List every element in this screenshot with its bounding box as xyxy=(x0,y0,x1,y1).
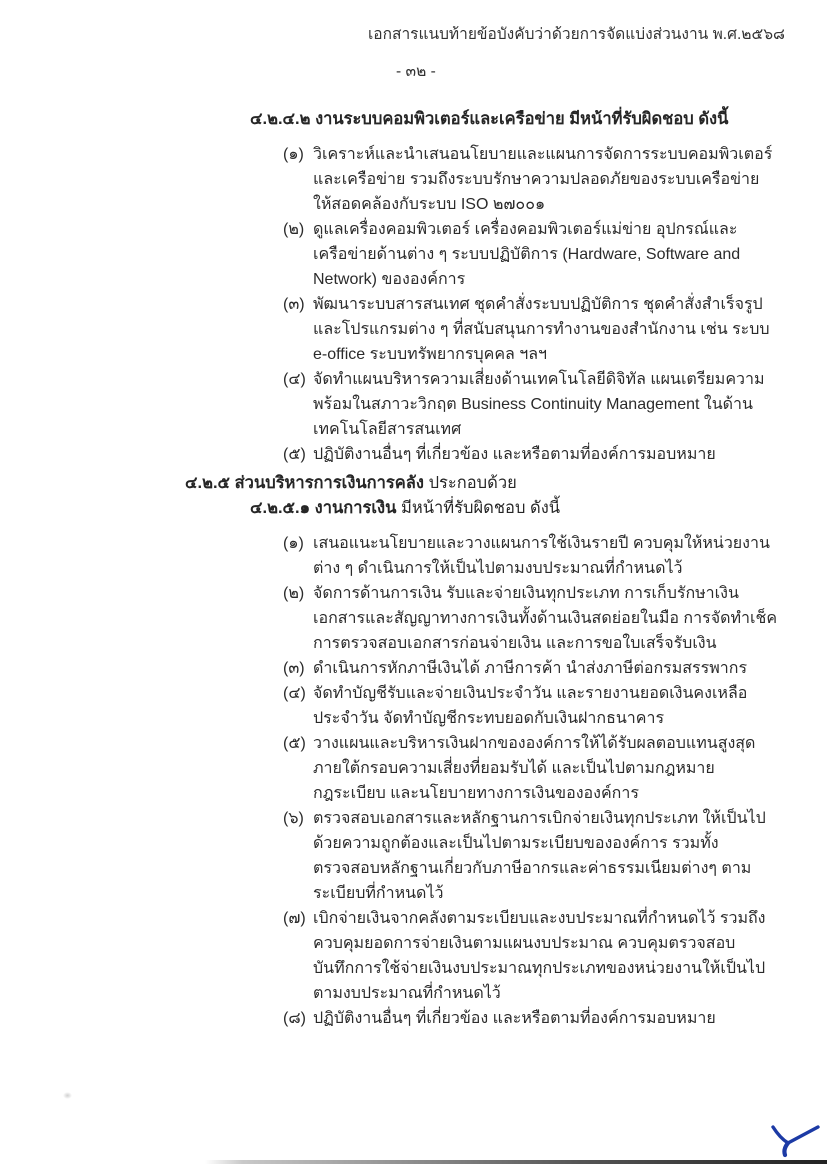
section-heading xyxy=(0,471,827,496)
section-number-title: ๔.๒.๕ ส่วนบริหารการเงินการคลัง xyxy=(185,474,424,492)
list-item xyxy=(283,531,827,581)
item-text-line: ตรวจสอบเอกสารและหลักฐานการเบิกจ่ายเงินทุกประเภท ให้เป็นไป xyxy=(313,810,766,827)
item-text-line: เสนอแนะนโยบายและวางแผนการใช้เงินรายปี ควบคุมให้หน่วยงาน xyxy=(313,535,770,552)
list-item xyxy=(283,906,827,1006)
item-text xyxy=(313,531,770,581)
list-item xyxy=(283,142,827,217)
list-item xyxy=(283,292,827,367)
section-number-title: ๔.๒.๕.๑ งานการเงิน xyxy=(250,499,397,517)
item-text-line: และโปรแกรมต่าง ๆ ที่สนับสนุนการทำงานของสำนักงาน เช่น ระบบ xyxy=(313,321,770,338)
item-text-line: การตรวจสอบเอกสารก่อนจ่ายเงิน และการขอใบเสร็จรับเงิน xyxy=(313,635,717,652)
list-item xyxy=(283,656,827,681)
item-number: (๘) xyxy=(283,1010,306,1027)
item-text-line: เครือข่ายด้านต่าง ๆ ระบบปฏิบัติการ (Hardware, Software and xyxy=(313,246,741,263)
list-item xyxy=(283,731,827,806)
scan-artifact-line xyxy=(205,1160,827,1164)
item-text-line: จัดทำแผนบริหารความเสี่ยงด้านเทคโนโลยีดิจิทัล แผนเตรียมความ xyxy=(313,371,765,388)
item-text xyxy=(313,367,765,442)
item-text-line: วางแผนและบริหารเงินฝากขององค์การให้ได้รับผลตอบแทนสูงสุด xyxy=(313,735,756,752)
item-number: (๓) xyxy=(283,296,305,313)
section-heading xyxy=(0,107,827,132)
item-text-line: เอกสารและสัญญาทางการเงินทั้งด้านเงินสดย่อยในมือ การจัดทำเช็ค xyxy=(313,610,778,627)
item-text xyxy=(313,442,716,467)
item-text-line: พัฒนาระบบสารสนเทศ ชุดคำสั่งระบบปฏิบัติการ ชุดคำสั่งสำเร็จรูป xyxy=(313,296,763,313)
list-item xyxy=(283,1006,827,1031)
item-text-line: ตรวจสอบหลักฐานเกี่ยวกับภาษีอากรและค่าธรรมเนียมต่างๆ ตาม xyxy=(313,860,752,877)
list-item xyxy=(283,217,827,292)
item-text xyxy=(313,217,740,292)
item-text-line: ดำเนินการหักภาษีเงินได้ ภาษีการค้า นำส่งภาษีต่อกรมสรรพากร xyxy=(313,660,748,677)
item-text-line: จัดการด้านการเงิน รับและจ่ายเงินทุกประเภท การเก็บรักษาเงิน xyxy=(313,585,739,602)
item-text-line: จัดทำบัญชีรับและจ่ายเงินประจำวัน และรายงานยอดเงินคงเหลือ xyxy=(313,685,748,702)
item-text xyxy=(313,1006,716,1031)
item-text-line: พร้อมในสภาวะวิกฤต Business Continuity Management ในด้าน xyxy=(313,396,753,413)
item-text-line: ระเบียบที่กำหนดไว้ xyxy=(313,885,444,902)
section-heading xyxy=(0,496,827,521)
item-text xyxy=(313,581,777,656)
section-suffix: มีหน้าที่รับผิดชอบ ดังนี้ xyxy=(564,110,729,128)
item-number: (๕) xyxy=(283,446,306,463)
item-text-line: บันทึกการใช้จ่ายเงินงบประมาณทุกประเภทของหน่วยงานให้เป็นไป xyxy=(313,960,766,977)
item-number: (๖) xyxy=(283,810,304,827)
item-number: (๔) xyxy=(283,371,306,388)
page-number: - ๓๒ - xyxy=(396,63,436,80)
item-text-line: ควบคุมยอดการจ่ายเงินตามแผนงบประมาณ ควบคุมตรวจสอบ xyxy=(313,935,736,952)
item-text-line: ให้สอดคล้องกับระบบ ISO ๒๗๐๐๑ xyxy=(313,196,546,213)
list-item xyxy=(283,806,827,906)
item-text-line: Network) ขององค์การ xyxy=(313,271,466,288)
item-number: (๒) xyxy=(283,221,305,238)
item-text xyxy=(313,656,747,681)
item-text-line: ดูแลเครื่องคอมพิวเตอร์ เครื่องคอมพิวเตอร์แม่ข่าย อุปกรณ์และ xyxy=(313,221,738,238)
item-text xyxy=(313,906,766,1006)
item-text-line: เบิกจ่ายเงินจากคลังตามระเบียบและงบประมาณที่กำหนดไว้ รวมถึง xyxy=(313,910,766,927)
list-item xyxy=(283,367,827,442)
scan-speck xyxy=(63,1092,72,1099)
document-header-note: เอกสารแนบท้ายข้อบังคับว่าด้วยการจัดแบ่งส่วนงาน พ.ศ.๒๕๖๘ xyxy=(368,26,785,43)
item-number: (๕) xyxy=(283,735,306,752)
item-text-line: ประจำวัน จัดทำบัญชีกระทบยอดกับเงินฝากธนาคาร xyxy=(313,710,665,727)
list-item xyxy=(283,442,827,467)
item-text-line: ตามงบประมาณที่กำหนดไว้ xyxy=(313,985,501,1002)
item-text xyxy=(313,681,747,731)
item-text-line: ปฏิบัติงานอื่นๆ ที่เกี่ยวข้อง และหรือตามที่องค์การมอบหมาย xyxy=(313,1010,716,1027)
item-text-line: และเครือข่าย รวมถึงระบบรักษาความปลอดภัยของระบบเครือข่าย xyxy=(313,171,760,188)
item-text-line: เทคโนโลยีสารสนเทศ xyxy=(313,421,462,438)
item-text-line: ด้วยความถูกต้องและเป็นไปตามระเบียบขององค์การ รวมทั้ง xyxy=(313,835,719,852)
item-text-line: ต่าง ๆ ดำเนินการให้เป็นไปตามงบประมาณที่กำหนดไว้ xyxy=(313,560,683,577)
signature-check-icon xyxy=(765,1120,825,1162)
item-text xyxy=(313,806,766,906)
item-text-line: ภายใต้กรอบความเสี่ยงที่ยอมรับได้ และเป็นไปตามกฎหมาย xyxy=(313,760,715,777)
section-number-title: ๔.๒.๔.๒ งานระบบคอมพิวเตอร์และเครือข่าย xyxy=(250,110,565,128)
document-body xyxy=(0,107,827,1031)
item-text xyxy=(313,142,772,217)
item-number: (๒) xyxy=(283,585,305,602)
section-suffix: มีหน้าที่รับผิดชอบ ดังนี้ xyxy=(396,499,561,517)
list-item xyxy=(283,681,827,731)
section-suffix: ประกอบด้วย xyxy=(423,474,517,492)
signature-check-mark xyxy=(765,1120,825,1162)
item-text-line: e-office ระบบทรัพยากรบุคคล ฯลฯ xyxy=(313,346,548,363)
item-number: (๗) xyxy=(283,910,306,927)
item-number: (๔) xyxy=(283,685,306,702)
item-number: (๓) xyxy=(283,660,305,677)
item-number: (๑) xyxy=(283,146,304,163)
item-text-line: วิเคราะห์และนำเสนอนโยบายและแผนการจัดการระบบคอมพิวเตอร์ xyxy=(313,146,773,163)
item-text-line: ปฏิบัติงานอื่นๆ ที่เกี่ยวข้อง และหรือตามที่องค์การมอบหมาย xyxy=(313,446,716,463)
item-text xyxy=(313,731,755,806)
item-text-line: กฎระเบียบ และนโยบายทางการเงินขององค์การ xyxy=(313,785,639,802)
item-number: (๑) xyxy=(283,535,304,552)
list-item xyxy=(283,581,827,656)
item-text xyxy=(313,292,770,367)
